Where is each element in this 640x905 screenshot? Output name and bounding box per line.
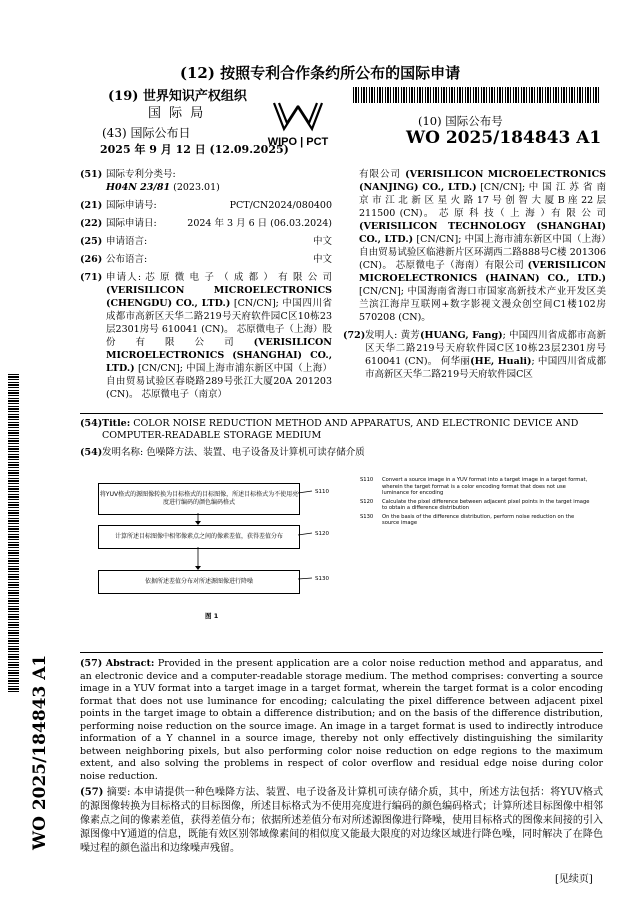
wipo-pct-logo [262, 99, 334, 149]
flow-step-s130: 依据所述差值分布对所述源图像进行降噪 [98, 570, 300, 594]
field-label: 国际申请号: [106, 200, 157, 211]
field-51 [80, 168, 332, 194]
side-publication-number: WO 2025/184843 A1 [30, 654, 50, 850]
applicant-address: [CN/CN]; 中 国 江 苏 省 南 京 市 江 北 新 区 星 火 路 17 号 创 智 大 厦 B 座 22 层 211500 (CN)。 芯 原 科 技（ 上 海 ）有 限 公 司 [359, 182, 606, 219]
applicant-name-en: (VERISILICON MICROELECTRONICS (SHANGHAI) CO., LTD.) [106, 337, 332, 374]
step-label: S110 [315, 489, 329, 495]
field-number: (57) [80, 787, 104, 798]
field-number: (57) [80, 658, 103, 669]
inventor-address: ; 中国四川省成都市高新区天华二路219号天府软件园C区 [365, 356, 606, 380]
applicant-intro: 申请人: 芯 原 微 电 子 （ 成 都 ） 有 限 公 司 [106, 272, 332, 283]
field-label: 国际申请日: [106, 218, 157, 229]
title-value-en: COLOR NOISE REDUCTION METHOD AND APPARATUS, AND ELECTRONIC DEVICE AND COMPUTER-READABLE STORAGE MEDIUM [102, 418, 579, 441]
applicants-continued [359, 168, 606, 324]
note-text: Convert a source image in a YUV format into a target image in a target format, wherein the target format is a color encoding format that does not use luminance for encoding [382, 477, 588, 496]
inventor-intro: 发明人: 黄芳 [365, 330, 421, 341]
field-26 [80, 253, 332, 266]
inventor-name-en: (HE, Huali) [470, 356, 532, 367]
abstract-text-zh: 摘要: 本申请提供一种色噪降方法、装置、电子设备及计算机可读存储介质，其中，所述方法包括：将YUV格式的源图像转换为目标格式的目标图像，所述目标格式为不使用亮度进行编码的颜色编码格式；计算所述目标图像中相邻像素点之间的像素差值，获得差值分布；依据所述差值分布对所述源图像进行降噪，使用目标格式的图像来间接的引入源图像中Y通道的信息，既能有效区别邻域像素间的相似度又能最大限度的对边缘区域进行降色噪，同时解决了在降色噪过程的颜色溢出和边缘噪声残留。 [80, 787, 603, 854]
bibliographic-right-column [343, 168, 606, 386]
applicant-name-en: (VERISILICON MICROELECTRONICS (NANJING) CO., LTD.) [359, 169, 606, 193]
continued-marker: [见续页] [555, 874, 593, 885]
note-key: S130 [360, 513, 374, 520]
step-label: S130 [315, 576, 329, 582]
field-number: (22) [80, 218, 103, 229]
field-21 [80, 199, 332, 212]
title-section [80, 418, 603, 459]
applicant-address: [CN/CN]; 中国海南省海口市国家高新技术产业开发区美兰滨江海岸互联网+数字影视文漫众创空间C1楼102房 570208 (CN)。 [359, 286, 606, 323]
note-key: S110 [360, 477, 374, 483]
step-notes [360, 477, 590, 527]
field-number: (51) [80, 169, 103, 180]
flow-step-s120: 计算所述目标图像中相邻像素点之间的像素差值，获得差值分布 [98, 525, 300, 549]
flow-step-s110: 将YUV格式的源图像转换为目标格式的目标图像，所述目标格式为不使用亮度进行编码的颜色编码格式 [98, 483, 300, 515]
inventor-name-en: (HUANG, Fang) [420, 330, 503, 341]
field-number: (54) [80, 447, 103, 458]
field-71-applicants [80, 271, 332, 401]
wipo-logo-text: WIPO | PCT [267, 136, 329, 148]
divider [80, 413, 603, 414]
inventor-address: ; 中国四川省成都市高新区天华二路219号天府软件园C区10栋23层2301房号 610041 (CN)。 何华丽 [365, 330, 606, 367]
title-label-en: Title: [102, 418, 131, 429]
applicant-address: [CN/CN]; 中国上海市浦东新区中国（上海）自由贸易试验区临港新片区环湖西二路888号C楼 201306 (CN)。 芯原微电子（海南）有限公司 [359, 234, 606, 271]
field-number: (54) [80, 418, 103, 429]
field-number: (72) [343, 330, 366, 341]
publication-date-value: 2025 年 9 月 12 日 (12.09.2025) [100, 143, 289, 156]
top-barcode [353, 87, 601, 103]
note-text: Calculate the pixel difference between adjacent pixel points in the target image to obtain a difference distribution [382, 498, 590, 511]
flow-connectors [80, 475, 380, 605]
wipo-emblem-icon [262, 99, 334, 149]
step-label: S120 [315, 531, 329, 537]
field-value: 2024 年 3 月 6 日 (06.03.2024) [187, 218, 332, 229]
abstract-chinese [80, 786, 603, 856]
publication-date-label: (43) 国际公布日 [102, 126, 191, 140]
field-25 [80, 235, 332, 248]
abstract-text-en: Provided in the present application are a color noise reduction method and apparatus, and an electronic device and a computer-readable storage medium. The method comprises: converting a source image in a YUV format into a target image in a target format, wherein the target format is a color encoding format that does not use luminance for encoding; calculating the pixel difference between adjacent pixel points in the target image to obtain a difference distribution; and on the basis of the difference distribution, performing noise reduction on the source image. An image in a target format is used to indirectly introduce information of a Y channel in a source image, thereby not only effectively distinguishing the similarity between neighboring pixels, but also performing color noise reduction on edge regions to the maximum extent, and also solving the problems in respect of color overflow and residual edge noise during color noise reduction. [80, 658, 603, 782]
applicant-name-en: (VERISILICON TECHNOLOGY (SHANGHAI) CO., LTD.) [359, 221, 606, 245]
applicant-intro: 有限公司 [359, 169, 406, 180]
field-number: (26) [80, 254, 103, 265]
note-text: On the basis of the difference distribution, perform noise reduction on the source image [382, 513, 575, 526]
side-barcode [8, 372, 19, 692]
field-22 [80, 217, 332, 230]
ipc-year: (2023.01) [170, 182, 220, 193]
bibliographic-left-column [80, 168, 332, 406]
field-label: 申请语言: [106, 236, 148, 247]
field-label: 国际专利分类号: [106, 169, 176, 180]
applicant-name-en: (VERISILICON MICROELECTRONICS (HAINAN) CO., LTD.) [359, 260, 606, 284]
field-value: 中文 [312, 236, 332, 247]
field-number: (71) [80, 272, 103, 283]
field-value: 中文 [312, 254, 332, 265]
abstract-english [80, 658, 603, 783]
field-number: (21) [80, 200, 103, 211]
flowchart-figure [80, 475, 603, 625]
organization-name: (19) 世界知识产权组织 [108, 89, 247, 104]
document-title: (12) 按照专利合作条约所公布的国际申请 [179, 64, 461, 82]
publication-number-label: (10) 国际公布号 [418, 114, 503, 128]
divider [80, 652, 603, 653]
applicant-name-en: (VERISILICON MICROELECTRONICS (CHENGDU) CO., LTD.) [106, 285, 332, 309]
note-key: S120 [360, 498, 374, 505]
title-value-zh: 发明名称: 色噪降方法、装置、电子设备及计算机可读存储介质 [102, 447, 365, 458]
field-label: 公布语言: [106, 254, 148, 265]
figure-caption: 图 1 [205, 612, 219, 620]
organization-bureau: 国 际 局 [148, 106, 206, 121]
applicant-address: [CN/CN]; 中国四川省成都市高新区天华二路219号天府软件园C区10栋23层2301房号 610041 (CN)。 芯原微电子（上海）股份有限公司 [106, 298, 332, 348]
ipc-code: H04N 23/81 [106, 182, 171, 193]
field-72-inventors [343, 329, 606, 381]
abstract-label: Abstract: [105, 658, 155, 669]
publication-number-value: WO 2025/184843 A1 [406, 128, 602, 148]
field-number: (25) [80, 236, 103, 247]
applicant-address: [CN/CN]; 中国上海市浦东新区中国（上海）自由贸易试验区春晓路289号张江大厦20A 201203 (CN)。 芯原微电子（南京） [106, 363, 332, 400]
field-value: PCT/CN2024/080400 [229, 200, 332, 211]
